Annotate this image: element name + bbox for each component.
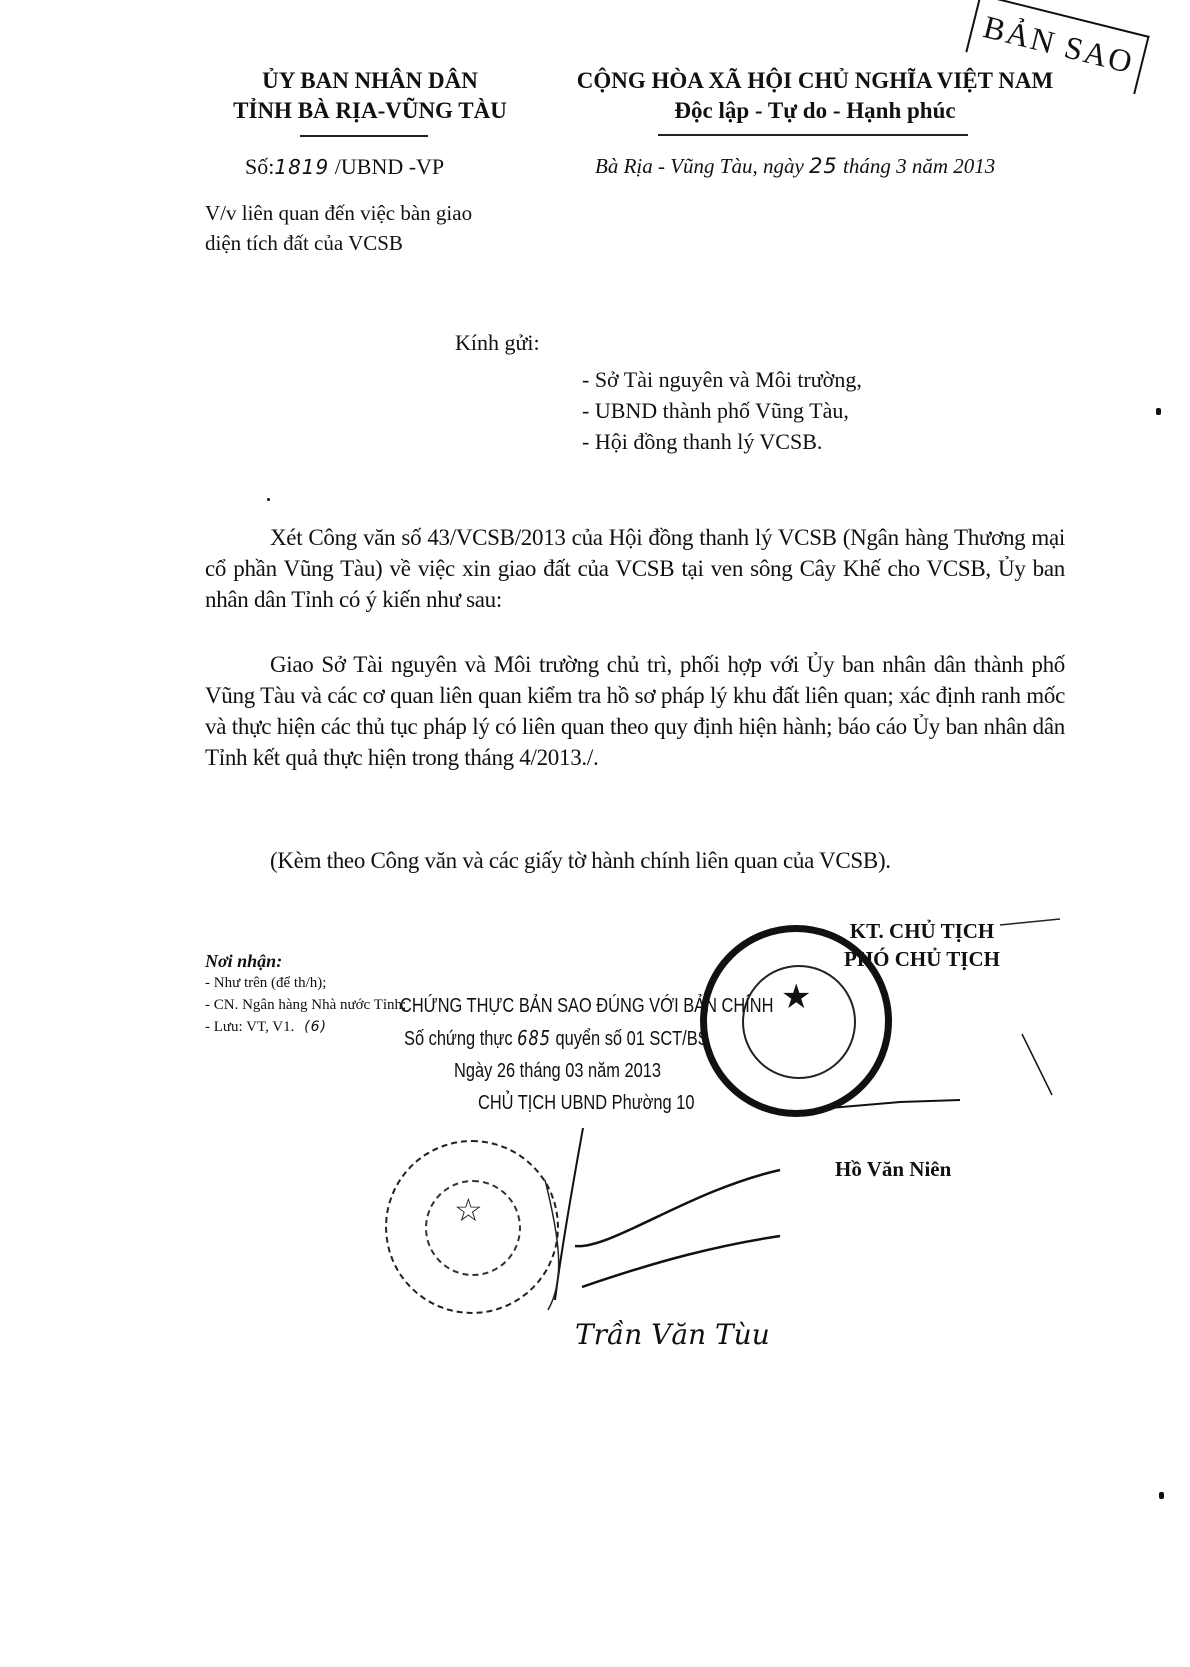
cert-number-line: Số chứng thực 685 quyển số 01 SCT/BS <box>404 1026 709 1050</box>
distribution-title: Nơi nhận: <box>205 951 283 971</box>
cert-date: Ngày 26 tháng 03 năm 2013 <box>454 1060 661 1082</box>
cert-handwritten-number: 685 <box>517 1026 551 1050</box>
recipient-item: - UBND thành phố Vũng Tàu, <box>582 398 849 423</box>
greeting: Kính gửi: <box>455 330 540 355</box>
handwritten-day: 25 <box>809 154 838 178</box>
body-paragraph: Xét Công văn số 43/VCSB/2013 của Hội đồng thanh lý VCSB (Ngân hàng Thương mại cổ phần Vũng Tàu) về việc xin giao đất của VCSB tại ven sông Cây Khế cho VCSB, Ủy ban nhân dân Tỉnh có ý kiến như sau: <box>205 525 1065 612</box>
distribution-item: - Lưu: VT, V1. (6) <box>205 1019 327 1035</box>
signer-name: Hồ Văn Niên <box>835 1157 952 1181</box>
place-date-prefix: Bà Rịa - Vũng Tàu, ngày <box>595 154 810 178</box>
star-icon: ☆ <box>454 1192 483 1228</box>
cert-signer-title: CHỦ TỊCH UBND Phường 10 <box>478 1092 695 1114</box>
organization-line-2: TỈNH BÀ RỊA-VŨNG TÀU <box>233 98 507 123</box>
recipient-item: - Sở Tài nguyên và Môi trường, <box>582 367 862 392</box>
recipient-item: - Hội đồng thanh lý VCSB. <box>582 429 823 454</box>
distribution-item: - CN. Ngân hàng Nhà nước Tỉnh; <box>205 997 407 1013</box>
body-paragraph: Giao Sở Tài nguyên và Môi trường chủ trì, phối hợp với Ủy ban nhân dân thành phố Vũng Tàu và các cơ quan liên quan kiểm tra hồ sơ pháp lý khu đất liên quan; xác định ranh mốc và thực hiện các thủ tục pháp lý có liên quan theo quy định hiện hành; báo cáo Ủy ban nhân dân Tỉnh kết quả thực hiện trong tháng 4/2013./. <box>205 652 1065 770</box>
ward-signer-name: Trần Văn Tùu <box>575 1318 770 1351</box>
signature-title-line-1: KT. CHỦ TỊCH <box>849 919 995 943</box>
copy-stamp: BẢN SAO <box>965 0 1149 94</box>
handwritten-mark: (6) <box>304 1019 327 1035</box>
doc-number-prefix: Số: <box>245 154 275 179</box>
place-date-suffix: tháng 3 năm 2013 <box>837 154 996 178</box>
nation-motto: Độc lập - Tự do - Hạnh phúc <box>674 98 956 123</box>
subject-line-1: V/v liên quan đến việc bàn giao <box>205 201 473 225</box>
doc-number-suffix: /UBND -VP <box>329 154 445 179</box>
nation-name: CỘNG HÒA XÃ HỘI CHỦ NGHĨA VIỆT NAM <box>576 68 1054 93</box>
star-icon: ★ <box>781 979 812 1016</box>
distribution-item: - Như trên (để th/h); <box>205 975 327 991</box>
organization-line-1: ỦY BAN NHÂN DÂN <box>262 68 478 93</box>
attachment-note: (Kèm theo Công văn và các giấy tờ hành chính liên quan của VCSB). <box>270 848 891 873</box>
doc-number-handwritten: 1819 <box>274 155 330 179</box>
subject-line-2: diện tích đất của VCSB <box>205 231 403 255</box>
signature-title-line-2: PHÓ CHỦ TỊCH <box>844 947 1000 971</box>
cert-title: CHỨNG THỰC BẢN SAO ĐÚNG VỚI BẢN CHÍNH <box>400 995 774 1017</box>
